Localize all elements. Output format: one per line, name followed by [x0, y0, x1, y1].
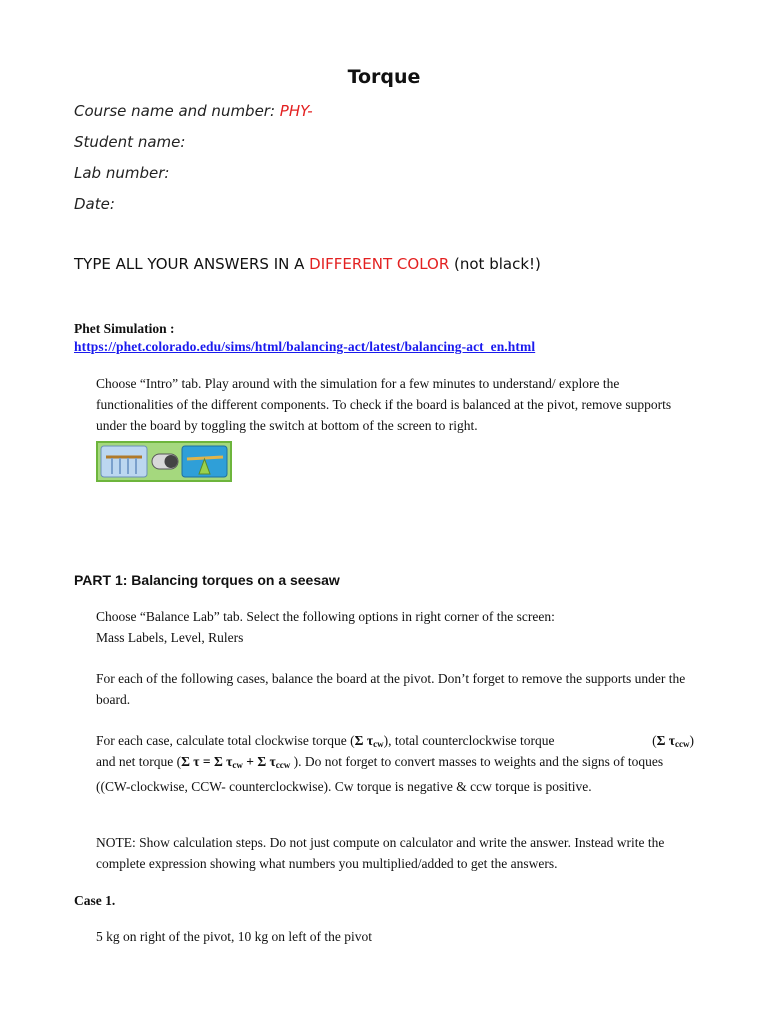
torque-text-d: and net torque ( — [96, 754, 182, 769]
sub-ccw: ccw — [675, 739, 690, 749]
torque-paragraph — [96, 730, 694, 797]
torque-text-e: ). Do not forget to convert masses to weights and the signs of toques ((CW-clockwise, CCW- counterclockwise). Cw torque is negative & ccw torque is positive. — [96, 754, 664, 794]
simulation-link[interactable]: https://phet.colorado.edu/sims/html/balancing-act/latest/balancing-act_en.html — [74, 339, 536, 354]
answer-color-instruction — [74, 255, 541, 273]
torque-text-c: ) — [689, 733, 694, 748]
torque-text-a: For each case, calculate total clockwise torque ( — [96, 733, 355, 748]
date-label: Date: — [74, 195, 115, 213]
case1-heading: Case 1. — [74, 893, 116, 908]
note-paragraph: NOTE: Show calculation steps. Do not just compute on calculator and write the answer. Instead write the complete expression showing what numbers you multiplied/added to get the answers. — [96, 835, 665, 871]
options-line-1: Choose “Balance Lab” tab. Select the following options in right corner of the screen: — [96, 609, 555, 624]
page-title: Torque — [347, 66, 421, 88]
course-label: Course name and number: — [74, 102, 280, 120]
simulation-label: Phet Simulation : — [74, 321, 175, 336]
case1-text: 5 kg on right of the pivot, 10 kg on left of the pivot — [96, 929, 372, 944]
torque-line-2 — [96, 751, 694, 797]
banner-text-2: (not black!) — [449, 255, 541, 273]
sigma-tau-ccw: Σ τ — [656, 733, 675, 748]
supports-toggle-icon — [98, 443, 230, 480]
options-instruction — [96, 606, 696, 648]
cases-paragraph: For each of the following cases, balance the board at the pivot. Don’t forget to remove the supports under the board. — [96, 671, 686, 707]
banner-highlight: DIFFERENT COLOR — [309, 255, 450, 273]
net-torque-equation: Σ τ = Σ τ — [181, 754, 233, 769]
intro-paragraph: Choose “Intro” tab. Play around with the simulation for a few minutes to understand/ explore the functionalities of the different components. To check if the board is balanced at the pivot, remove supports under the board by toggling the switch at bottom of the screen to right. — [96, 376, 672, 433]
options-line-2: Mass Labels, Level, Rulers — [96, 630, 244, 645]
sub-cw: cw — [373, 739, 384, 749]
part1-heading: PART 1: Balancing torques on a seesaw — [74, 572, 340, 588]
sigma-tau-cw: Σ τ — [354, 733, 374, 748]
ccw-torque-symbol: (Σ $\tau_{ccw}$) — [652, 733, 694, 749]
course-line — [74, 102, 313, 120]
supports-toggle-image — [96, 441, 232, 482]
student-name-label: Student name: — [74, 133, 186, 151]
net-sub-ccw: ccw — [275, 760, 291, 770]
lab-number-label: Lab number: — [74, 164, 170, 182]
course-value: PHY- — [279, 102, 313, 120]
torque-text-b: ), total counterclockwise torque — [383, 733, 555, 748]
torque-line-1 — [96, 730, 694, 751]
banner-text-1: TYPE ALL YOUR ANSWERS IN A — [74, 255, 310, 273]
net-sub-cw: cw — [232, 760, 243, 770]
net-plus-sigma: + Σ τ — [242, 754, 276, 769]
